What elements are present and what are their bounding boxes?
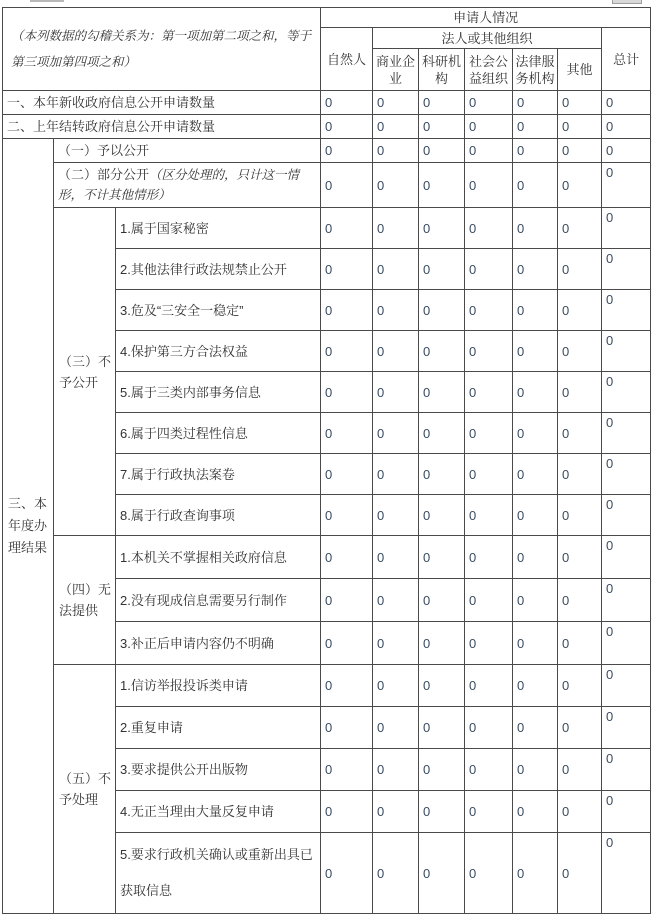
value-cell: 0 <box>321 290 373 331</box>
value-cell: 0 <box>373 91 419 115</box>
value-cell: 0 <box>513 707 558 749</box>
col-header-legal-org: 法人或其他组织 <box>373 28 602 49</box>
value-cell: 0 <box>602 115 651 139</box>
value-cell: 0 <box>321 622 373 665</box>
item-label-state-secret: 1.属于国家秘密 <box>116 208 321 249</box>
value-cell: 0 <box>373 372 419 413</box>
value-cell: 0 <box>373 536 419 579</box>
col-header-natural-person: 自然人 <box>321 28 373 91</box>
value-cell: 0 <box>419 208 465 249</box>
value-cell: 0 <box>558 707 602 749</box>
item-label-repeat-application: 2.重复申请 <box>116 707 321 749</box>
value-cell: 0 <box>513 454 558 495</box>
item-label-endanger-security: 3.危及“三安全一稳定” <box>116 290 321 331</box>
value-cell: 0 <box>419 791 465 833</box>
value-cell: 0 <box>321 139 373 163</box>
value-cell: 0 <box>602 454 651 495</box>
table-row <box>3 665 651 707</box>
value-cell: 0 <box>513 622 558 665</box>
table-row <box>3 115 651 139</box>
partial-disclosure-note: （区分处理的，只计这一情形，不计其他情形） <box>58 168 300 202</box>
value-cell: 0 <box>321 115 373 139</box>
row-label-new-applications: 一、本年新收政府信息公开申请数量 <box>3 91 321 115</box>
value-cell: 0 <box>558 749 602 791</box>
value-cell: 0 <box>602 290 651 331</box>
item-label-enforcement-files: 7.属于行政执法案卷 <box>116 454 321 495</box>
value-cell: 0 <box>465 331 513 372</box>
table-row <box>3 536 651 579</box>
value-cell: 0 <box>465 208 513 249</box>
value-cell: 0 <box>558 413 602 454</box>
value-cell: 0 <box>373 495 419 536</box>
col-header-public-welfare-org: 社会公益组织 <box>465 49 513 91</box>
value-cell: 0 <box>465 372 513 413</box>
value-cell: 0 <box>373 579 419 622</box>
header-row-1 <box>3 8 651 28</box>
value-cell: 0 <box>558 536 602 579</box>
row-label-annual-results: 三、本年度办理结果 <box>3 139 54 914</box>
value-cell: 0 <box>465 536 513 579</box>
value-cell: 0 <box>419 665 465 707</box>
item-label-prohibited-by-law: 2.其他法律行政法规禁止公开 <box>116 249 321 290</box>
value-cell: 0 <box>373 163 419 208</box>
item-label-petition-complaint: 1.信访举报投诉类申请 <box>116 665 321 707</box>
value-cell: 0 <box>419 749 465 791</box>
value-cell: 0 <box>558 579 602 622</box>
value-cell: 0 <box>419 91 465 115</box>
value-cell: 0 <box>321 791 373 833</box>
value-cell: 0 <box>373 249 419 290</box>
value-cell: 0 <box>419 579 465 622</box>
item-label-public-publications: 3.要求提供公开出版物 <box>116 749 321 791</box>
partial-disclosure-label: （二）部分公开 <box>58 167 150 182</box>
value-cell: 0 <box>321 833 373 914</box>
value-cell: 0 <box>321 749 373 791</box>
value-cell: 0 <box>465 163 513 208</box>
item-label-still-unclear: 3.补正后申请内容仍不明确 <box>116 622 321 665</box>
value-cell: 0 <box>558 454 602 495</box>
value-cell: 0 <box>465 707 513 749</box>
value-cell: 0 <box>602 707 651 749</box>
value-cell: 0 <box>558 495 602 536</box>
value-cell: 0 <box>373 208 419 249</box>
value-cell: 0 <box>419 163 465 208</box>
value-cell: 0 <box>321 579 373 622</box>
group-label-refused-disclosure: （三）不予公开 <box>54 208 116 536</box>
value-cell: 0 <box>602 91 651 115</box>
value-cell: 0 <box>321 249 373 290</box>
value-cell: 0 <box>602 372 651 413</box>
value-cell: 0 <box>465 665 513 707</box>
clipped-artifact-right <box>612 0 642 4</box>
value-cell: 0 <box>465 622 513 665</box>
value-cell: 0 <box>558 91 602 115</box>
table-row <box>3 163 651 208</box>
value-cell: 0 <box>465 249 513 290</box>
value-cell: 0 <box>321 413 373 454</box>
value-cell: 0 <box>558 665 602 707</box>
value-cell: 0 <box>602 331 651 372</box>
value-cell: 0 <box>465 791 513 833</box>
value-cell: 0 <box>373 139 419 163</box>
value-cell: 0 <box>465 139 513 163</box>
value-cell: 0 <box>513 413 558 454</box>
value-cell: 0 <box>465 495 513 536</box>
value-cell: 0 <box>373 115 419 139</box>
value-cell: 0 <box>465 115 513 139</box>
value-cell: 0 <box>558 833 602 914</box>
value-cell: 0 <box>513 749 558 791</box>
value-cell: 0 <box>465 833 513 914</box>
value-cell: 0 <box>558 290 602 331</box>
value-cell: 0 <box>513 290 558 331</box>
value-cell: 0 <box>419 536 465 579</box>
value-cell: 0 <box>419 707 465 749</box>
value-cell: 0 <box>602 749 651 791</box>
value-cell: 0 <box>602 413 651 454</box>
row-label-carried-over: 二、上年结转政府信息公开申请数量 <box>3 115 321 139</box>
value-cell: 0 <box>419 454 465 495</box>
value-cell: 0 <box>513 249 558 290</box>
value-cell: 0 <box>419 139 465 163</box>
row-label-partial-disclosure <box>54 163 321 208</box>
table-note: （本列数据的勾稽关系为：第一项加第二项之和，等于第三项加第四项之和） <box>3 8 321 91</box>
value-cell: 0 <box>465 579 513 622</box>
value-cell: 0 <box>321 707 373 749</box>
value-cell: 0 <box>602 622 651 665</box>
value-cell: 0 <box>602 495 651 536</box>
value-cell: 0 <box>513 833 558 914</box>
value-cell: 0 <box>321 208 373 249</box>
value-cell: 0 <box>513 495 558 536</box>
value-cell: 0 <box>321 536 373 579</box>
value-cell: 0 <box>419 290 465 331</box>
value-cell: 0 <box>419 249 465 290</box>
value-cell: 0 <box>602 163 651 208</box>
item-label-process-information: 6.属于四类过程性信息 <box>116 413 321 454</box>
value-cell: 0 <box>321 495 373 536</box>
value-cell: 0 <box>558 372 602 413</box>
value-cell: 0 <box>373 454 419 495</box>
value-cell: 0 <box>373 413 419 454</box>
value-cell: 0 <box>558 249 602 290</box>
item-label-third-party-rights: 4.保护第三方合法权益 <box>116 331 321 372</box>
col-header-total: 总计 <box>602 28 651 91</box>
value-cell: 0 <box>558 622 602 665</box>
value-cell: 0 <box>465 413 513 454</box>
value-cell: 0 <box>513 139 558 163</box>
disclosure-applications-table <box>2 7 651 914</box>
value-cell: 0 <box>602 833 651 914</box>
value-cell: 0 <box>321 454 373 495</box>
value-cell: 0 <box>558 208 602 249</box>
value-cell: 0 <box>513 91 558 115</box>
item-label-confirm-reissue: 5.要求行政机关确认或重新出具已获取信息 <box>116 833 321 914</box>
value-cell: 0 <box>419 331 465 372</box>
value-cell: 0 <box>513 536 558 579</box>
value-cell: 0 <box>373 749 419 791</box>
value-cell: 0 <box>419 495 465 536</box>
table-row <box>3 139 651 163</box>
value-cell: 0 <box>513 208 558 249</box>
value-cell: 0 <box>602 208 651 249</box>
value-cell: 0 <box>602 791 651 833</box>
col-header-legal-service-org: 法律服务机构 <box>513 49 558 91</box>
value-cell: 0 <box>419 833 465 914</box>
item-label-administrative-query: 8.属于行政查询事项 <box>116 495 321 536</box>
value-cell: 0 <box>602 579 651 622</box>
table-row <box>3 208 651 249</box>
value-cell: 0 <box>513 331 558 372</box>
value-cell: 0 <box>465 91 513 115</box>
value-cell: 0 <box>602 665 651 707</box>
item-label-repeated-without-reason: 4.无正当理由大量反复申请 <box>116 791 321 833</box>
value-cell: 0 <box>513 115 558 139</box>
value-cell: 0 <box>513 372 558 413</box>
value-cell: 0 <box>465 290 513 331</box>
group-label-not-processed: （五）不予处理 <box>54 665 116 914</box>
value-cell: 0 <box>602 536 651 579</box>
col-header-other: 其他 <box>558 49 602 91</box>
value-cell: 0 <box>513 665 558 707</box>
value-cell: 0 <box>513 163 558 208</box>
value-cell: 0 <box>558 331 602 372</box>
value-cell: 0 <box>513 579 558 622</box>
clipped-artifact-left <box>30 0 64 2</box>
value-cell: 0 <box>373 665 419 707</box>
value-cell: 0 <box>602 139 651 163</box>
value-cell: 0 <box>419 413 465 454</box>
item-label-needs-creation: 2.没有现成信息需要另行制作 <box>116 579 321 622</box>
value-cell: 0 <box>321 91 373 115</box>
value-cell: 0 <box>419 372 465 413</box>
value-cell: 0 <box>558 139 602 163</box>
value-cell: 0 <box>558 115 602 139</box>
value-cell: 0 <box>373 622 419 665</box>
value-cell: 0 <box>513 791 558 833</box>
value-cell: 0 <box>465 454 513 495</box>
value-cell: 0 <box>373 290 419 331</box>
item-label-internal-affairs: 5.属于三类内部事务信息 <box>116 372 321 413</box>
value-cell: 0 <box>373 833 419 914</box>
value-cell: 0 <box>465 749 513 791</box>
value-cell: 0 <box>602 249 651 290</box>
value-cell: 0 <box>321 372 373 413</box>
value-cell: 0 <box>373 707 419 749</box>
table-row <box>3 91 651 115</box>
value-cell: 0 <box>419 622 465 665</box>
col-header-commercial-enterprise: 商业企业 <box>373 49 419 91</box>
value-cell: 0 <box>321 665 373 707</box>
value-cell: 0 <box>321 163 373 208</box>
value-cell: 0 <box>373 791 419 833</box>
col-header-applicant-title: 申请人情况 <box>321 8 651 28</box>
value-cell: 0 <box>558 791 602 833</box>
value-cell: 0 <box>419 115 465 139</box>
item-label-not-held: 1.本机关不掌握相关政府信息 <box>116 536 321 579</box>
col-header-research-institution: 科研机构 <box>419 49 465 91</box>
value-cell: 0 <box>558 163 602 208</box>
value-cell: 0 <box>373 331 419 372</box>
row-label-granted-disclosure: （一）予以公开 <box>54 139 321 163</box>
value-cell: 0 <box>321 331 373 372</box>
group-label-unable-to-provide: （四）无法提供 <box>54 536 116 665</box>
